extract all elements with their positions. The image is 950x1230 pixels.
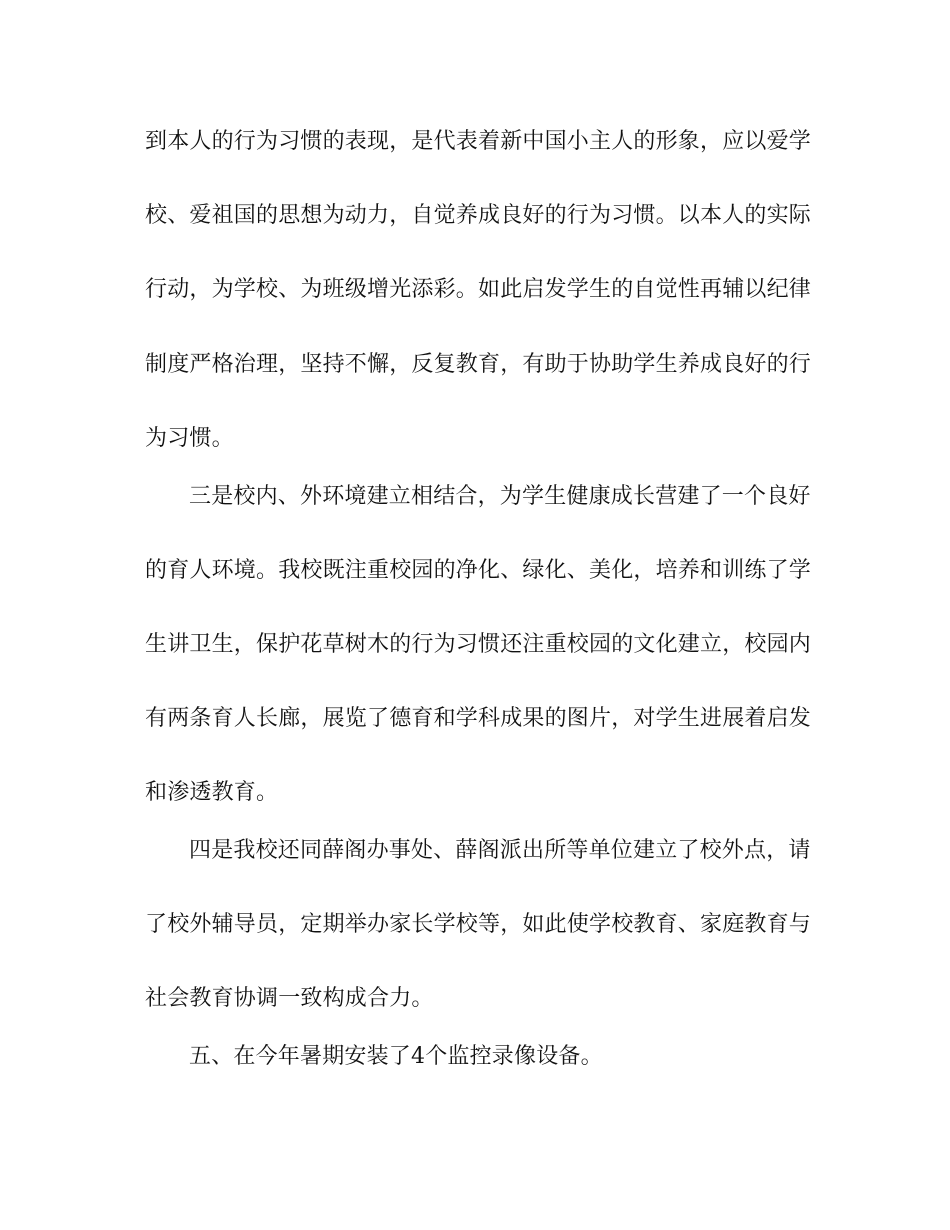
paragraph-3-line-1: 三是校内、外环境建立相结合，为学生健康成长营建了一个良好 bbox=[189, 484, 811, 509]
text-line-3: 行动，为学校、为班级增光添彩。如此启发学生的自觉性再辅以纪律 bbox=[145, 277, 812, 302]
paragraph-3-line-4: 有两条育人长廊，展览了德育和学科成果的图片，对学生进展着启发 bbox=[145, 706, 812, 731]
text-line-4: 制度严格治理，坚持不懈，反复教育，有助于协助学生养成良好的行 bbox=[145, 352, 812, 377]
paragraph-4-line-2: 了校外辅导员，定期举办家长学校等，如此使学校教育、家庭教育与 bbox=[145, 912, 812, 937]
text-line-1: 到本人的行为习惯的表现，是代表着新中国小主人的形象，应以爱学 bbox=[145, 129, 812, 154]
paragraph-3-line-3: 生讲卫生，保护花草树木的行为习惯还注重校园的文化建立，校园内 bbox=[145, 632, 812, 657]
paragraph-3-line-2: 的育人环境。我校既注重校园的净化、绿化、美化，培养和训练了学 bbox=[145, 558, 812, 583]
paragraph-5-line-1: 五、在今年暑期安装了4个监控录像设备。 bbox=[189, 1044, 603, 1069]
text-line-5: 为习惯。 bbox=[145, 426, 234, 451]
paragraph-4-line-3: 社会教育协调一致构成合力。 bbox=[145, 986, 434, 1011]
paragraph-4-line-1: 四是我校还同薛阁办事处、薛阁派出所等单位建立了校外点，请 bbox=[189, 838, 811, 863]
text-line-2: 校、爱祖国的思想为动力，自觉养成良好的行为习惯。以本人的实际 bbox=[145, 203, 812, 228]
paragraph-3-line-5: 和渗透教育。 bbox=[145, 780, 279, 805]
